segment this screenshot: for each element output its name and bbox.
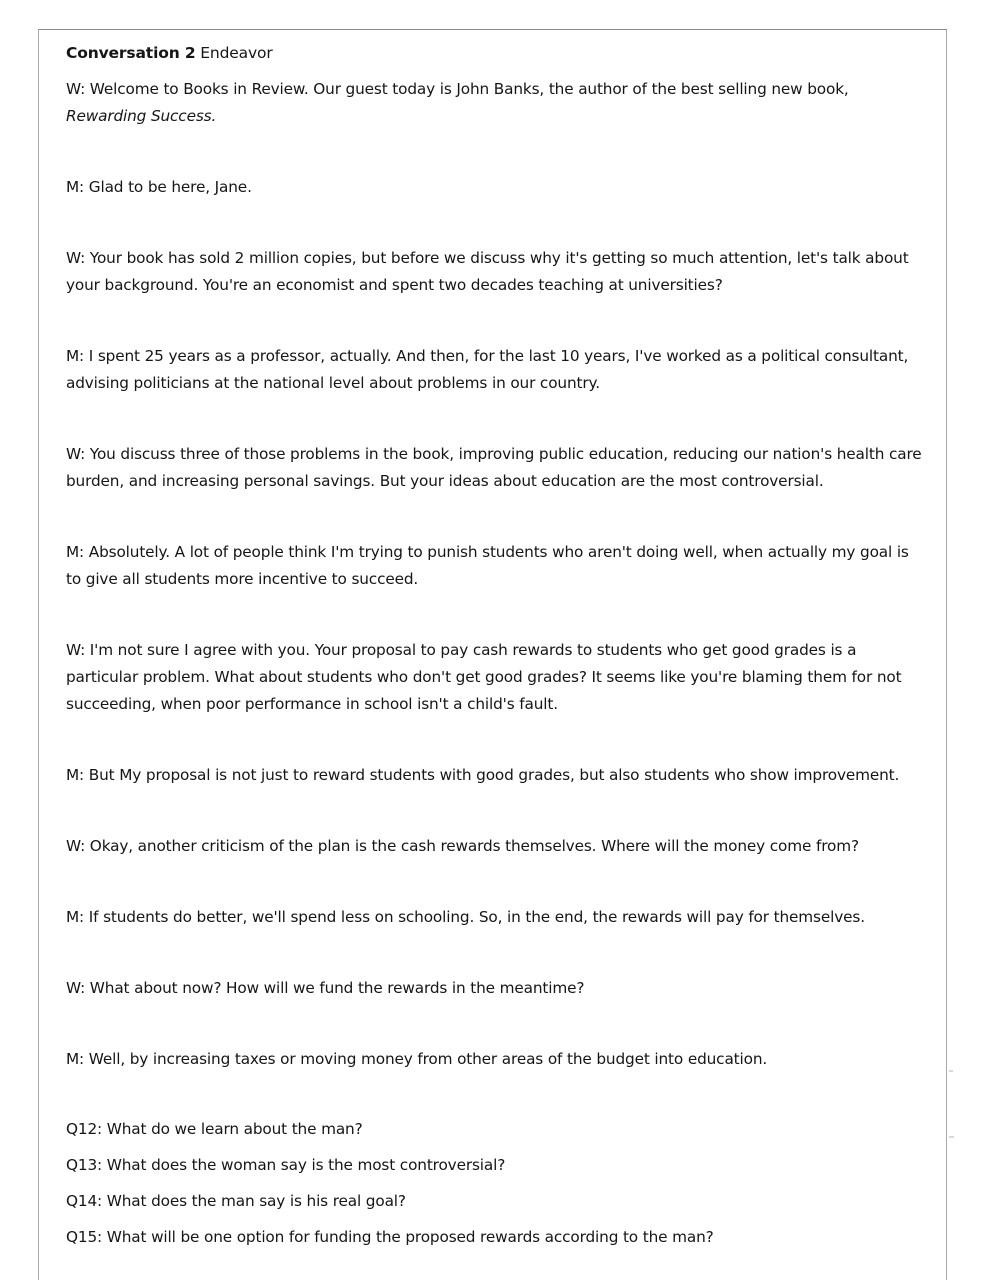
scan-mark [949, 1136, 954, 1138]
dialogue-turn [66, 762, 926, 789]
turn-text: Absolutely. A lot of people think I'm trying to punish students who aren't doing well, when actually my goal is to give all students more incentive to succeed. [66, 543, 909, 588]
book-title: Rewarding Success. [66, 107, 217, 125]
turn-text: Welcome to Books in Review. Our guest today is John Banks, the author of the best selling new book, [85, 80, 849, 98]
speaker-label: M: [66, 347, 85, 365]
turn-text: I'm not sure I agree with you. Your proposal to pay cash rewards to students who get good grades is a particular problem. What about students who don't get good grades? It seems like you're blaming them for not succeeding, when poor performance in school isn't a child's fault. [66, 641, 902, 713]
speaker-label: W: [66, 80, 86, 98]
question-list [66, 1116, 926, 1260]
speaker-label: W: [66, 249, 86, 267]
conversation-title-bold: Conversation 2 [66, 44, 196, 62]
dialogue-turn [66, 904, 926, 931]
speaker-label: M: [66, 543, 85, 561]
conversation-title-rest: Endeavor [195, 44, 273, 62]
speaker-label: M: [66, 766, 85, 784]
conversation-title [66, 40, 926, 66]
dialogue-turn [66, 174, 926, 201]
turn-text: Okay, another criticism of the plan is the cash rewards themselves. Where will the money come from? [85, 837, 859, 855]
dialogue-turn [66, 975, 926, 1002]
speaker-label: W: [66, 445, 86, 463]
question-item: Q15: What will be one option for funding the proposed rewards according to the man? [66, 1228, 714, 1246]
turn-text: But My proposal is not just to reward students with good grades, but also students who show improvement. [84, 766, 900, 784]
turn-text: What about now? How will we fund the rewards in the meantime? [85, 979, 585, 997]
transcript [66, 40, 926, 1260]
question-item: Q12: What do we learn about the man? [66, 1120, 363, 1138]
turn-text: If students do better, we'll spend less on schooling. So, in the end, the rewards will pay for themselves. [84, 908, 865, 926]
turn-text: I spent 25 years as a professor, actually. And then, for the last 10 years, I've worked as a political consultant, advising politicians at the national level about problems in our country. [66, 347, 909, 392]
dialogue-turn [66, 245, 926, 299]
speaker-label: M: [66, 178, 85, 196]
turn-text: Your book has sold 2 million copies, but before we discuss why it's getting so much attention, let's talk about your background. You're an economist and spent two decades teaching at universities? [66, 249, 909, 294]
scan-mark [949, 1070, 953, 1072]
speaker-label: W: [66, 641, 86, 659]
turn-text: Well, by increasing taxes or moving money from other areas of the budget into education. [84, 1050, 768, 1068]
question-item: Q13: What does the woman say is the most controversial? [66, 1156, 506, 1174]
question-item: Q14: What does the man say is his real goal? [66, 1192, 406, 1210]
turn-text: Glad to be here, Jane. [84, 178, 252, 196]
dialogue-turn [66, 833, 926, 860]
dialogue-turn [66, 441, 926, 495]
dialogue-turn [66, 637, 926, 718]
dialogue-turn [66, 539, 926, 593]
dialogue-turn [66, 343, 926, 397]
turn-text: You discuss three of those problems in the book, improving public education, reducing our nation's health care burden, and increasing personal savings. But your ideas about education are the most controversial. [66, 445, 922, 490]
speaker-label: W: [66, 837, 86, 855]
speaker-label: M: [66, 1050, 85, 1068]
speaker-label: M: [66, 908, 85, 926]
dialogue-turn [66, 1046, 926, 1073]
dialogue-turn [66, 76, 926, 130]
speaker-label: W: [66, 979, 86, 997]
